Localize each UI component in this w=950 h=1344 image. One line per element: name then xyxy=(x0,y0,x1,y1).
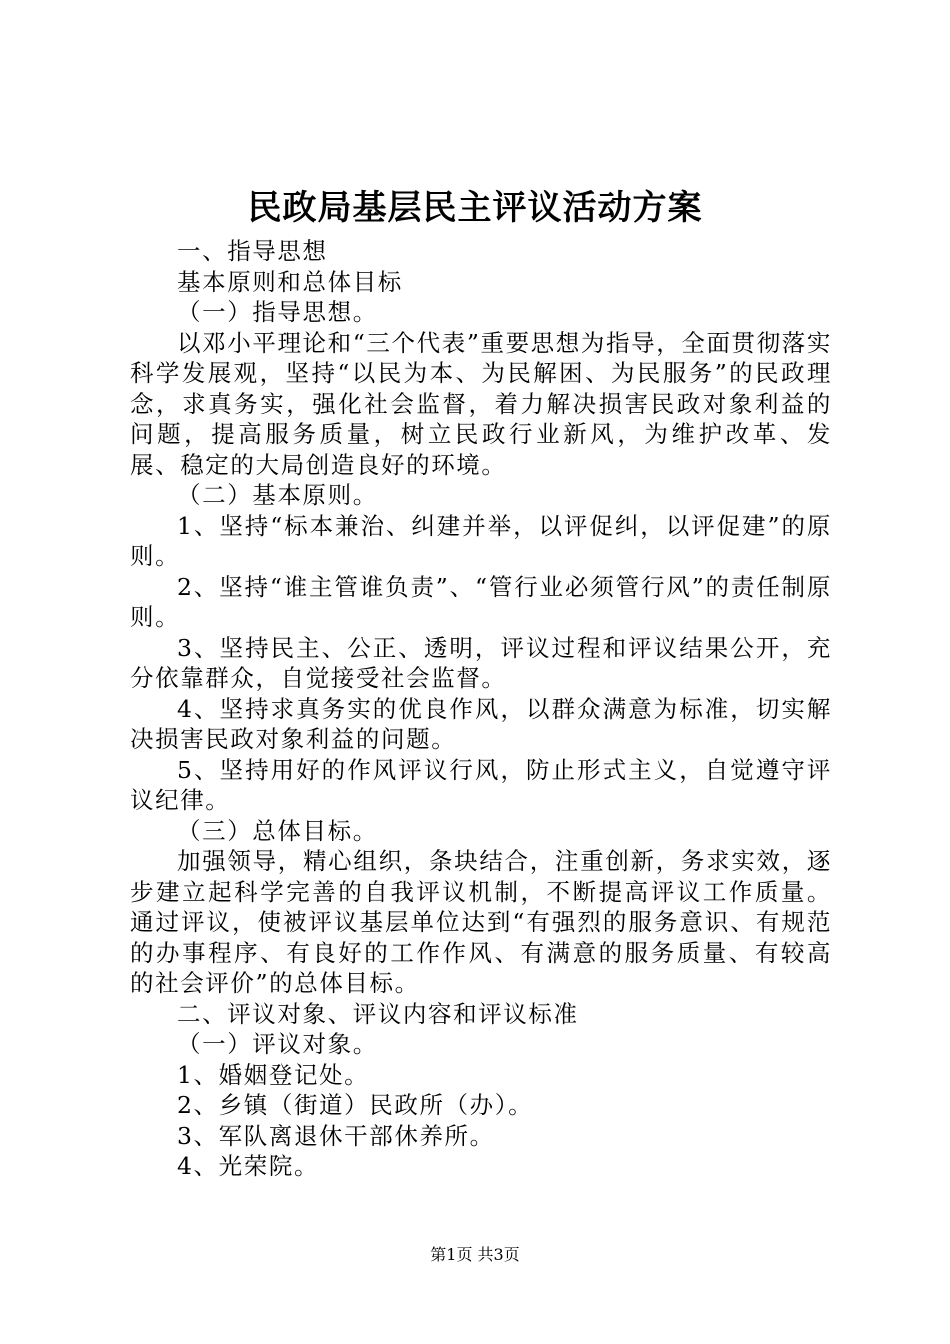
section-evaluation-targets: （一）评议对象。 xyxy=(177,1030,378,1058)
section-overall-goal: （三）总体目标。 xyxy=(177,816,378,845)
principle-item-5: 5、坚持用好的作风评议行风，防止形式主义，自觉遵守评议纪律。 xyxy=(130,755,832,814)
paragraph-goal-body: 加强领导，精心组织，条块结合，注重创新，务求实效，逐步建立起科学完善的自我评议机制，不断提高评议工作质量。通过评议，使被评议基层单位达到“有强烈的服务意识、有规范的办事程序、有良好的工作作风、有满意的服务质量、有较高的社会评价”的总体目标。 xyxy=(130,847,832,997)
heading-evaluation: 二、评议对象、评议内容和评议标准 xyxy=(177,999,579,1028)
heading-guiding-ideology: 一、指导思想 xyxy=(177,237,328,265)
target-item-4: 4、光荣院。 xyxy=(177,1152,320,1180)
principle-item-4: 4、坚持求真务实的优良作风，以群众满意为标准，切实解决损害民政对象利益的问题。 xyxy=(130,694,832,753)
document-body xyxy=(130,236,832,1182)
page-footer: 第1页 共3页 xyxy=(430,1245,520,1264)
principle-item-2: 2、坚持“谁主管谁负责”、“管行业必须管行风”的责任制原则。 xyxy=(130,572,832,631)
principle-item-3: 3、坚持民主、公正、透明，评议过程和评议结果公开，充分依靠群众，自觉接受社会监督。 xyxy=(130,633,832,692)
subheading-principles-goals: 基本原则和总体目标 xyxy=(177,267,403,296)
page-title: 民政局基层民主评议活动方案 xyxy=(247,188,703,228)
section-guiding-ideology: （一）指导思想。 xyxy=(177,298,378,326)
section-basic-principles: （二）基本原则。 xyxy=(177,481,378,509)
principle-item-1: 1、坚持“标本兼治、纠建并举，以评促纠，以评促建”的原则。 xyxy=(130,511,832,570)
target-item-3: 3、军队离退休干部休养所。 xyxy=(177,1121,495,1150)
paragraph-ideology-body: 以邓小平理论和“三个代表”重要思想为指导，全面贯彻落实科学发展观，坚持“以民为本、为民解困、为民服务”的民政理念，求真务实，强化社会监督，着力解决损害民政对象利益的问题，提高服务质量，树立民政行业新风，为维护改革、发展、稳定的大局创造良好的环境。 xyxy=(130,328,832,479)
target-item-1: 1、婚姻登记处。 xyxy=(177,1060,370,1089)
target-item-2: 2、乡镇（街道）民政所（办）。 xyxy=(177,1091,534,1119)
